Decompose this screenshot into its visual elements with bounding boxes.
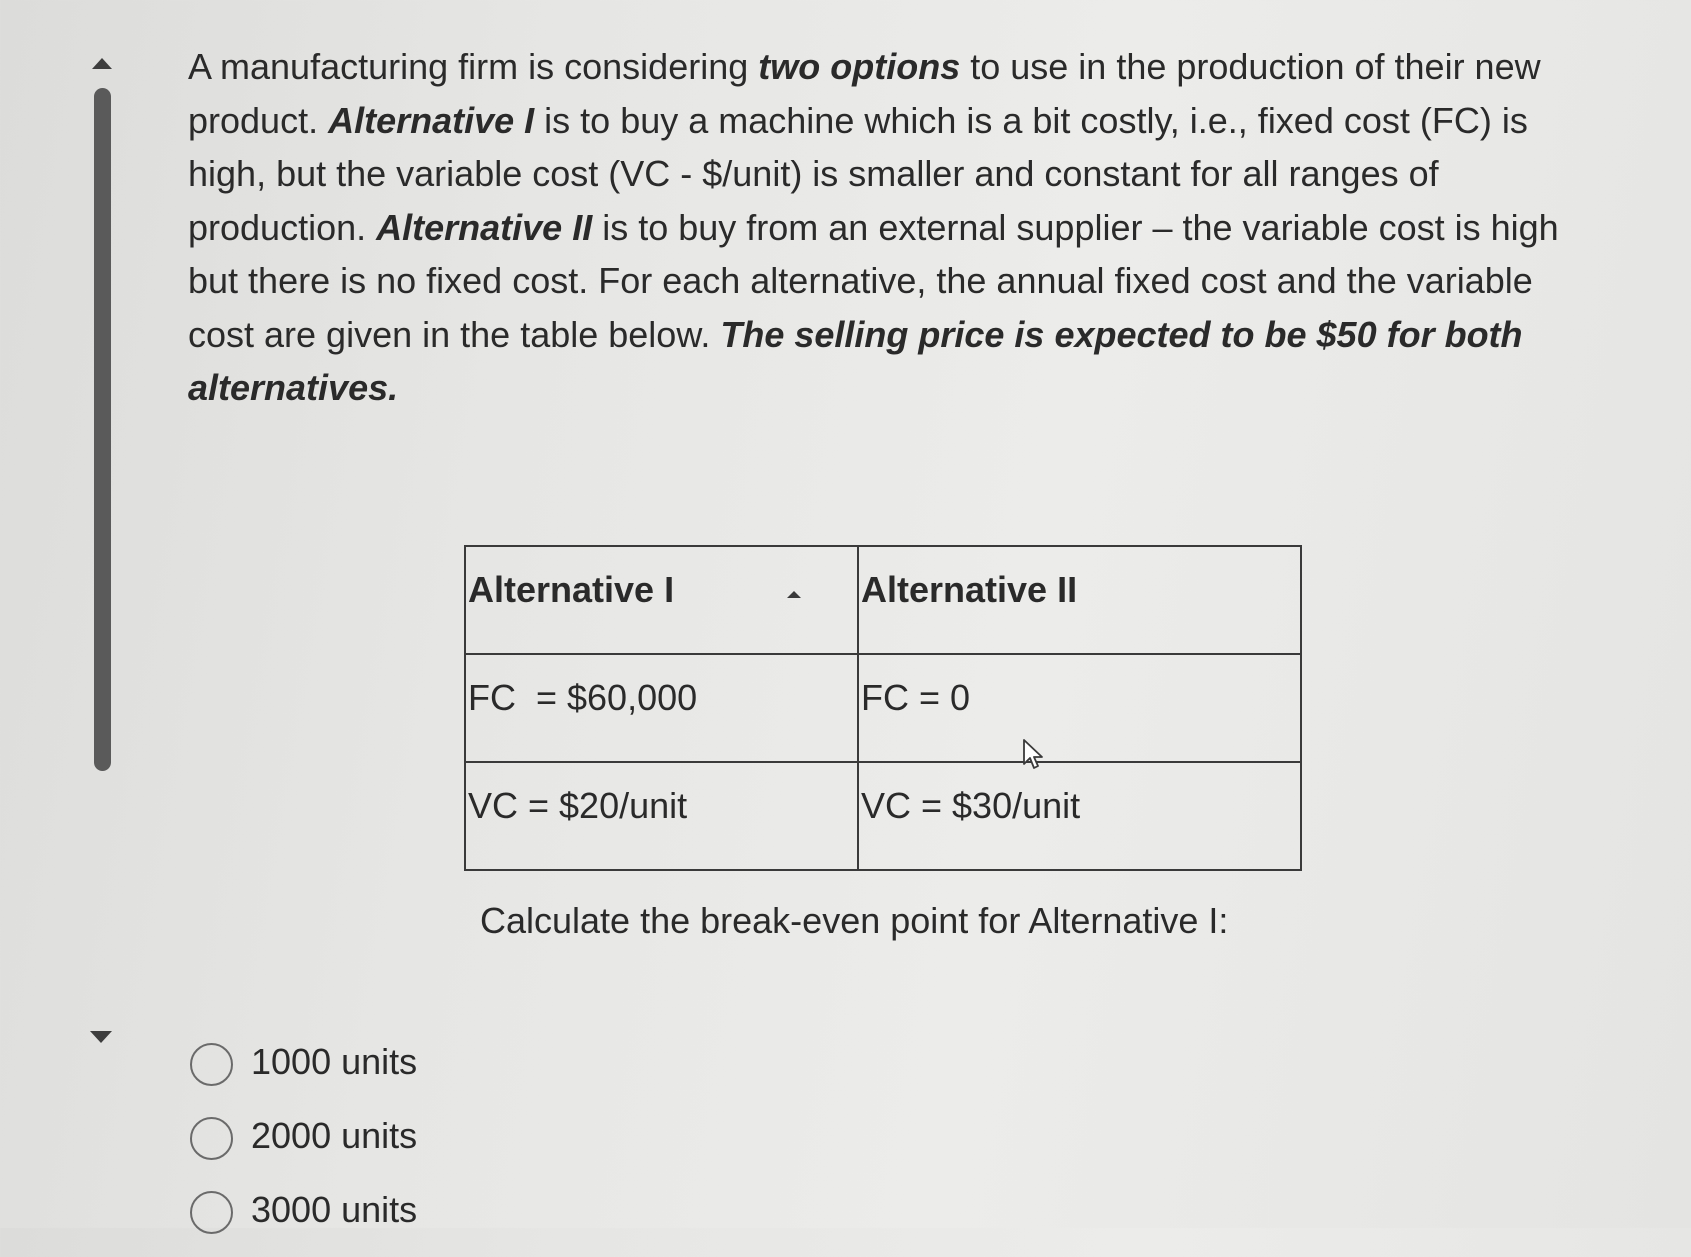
question-emphasis-alternative-2: Alternative II	[376, 206, 593, 248]
question-part-2: to use in the production of their new product.	[188, 46, 1541, 141]
table-cell	[858, 762, 1301, 870]
question-prompt: Calculate the break-even point for Alternative I:	[480, 900, 1229, 941]
question-emphasis-two-options: two options	[758, 46, 961, 87]
vc-alternative-1: VC = $20/unit	[468, 785, 688, 826]
table-cell	[465, 654, 858, 762]
cost-table	[464, 545, 1302, 871]
sort-caret-icon	[787, 591, 801, 598]
radio-button[interactable]	[190, 1117, 233, 1160]
option-label[interactable]: 2000 units	[251, 1115, 418, 1156]
vc-alternative-2: VC = $30/unit	[861, 785, 1081, 826]
table-row	[465, 762, 1301, 870]
option-label[interactable]: 1000 units	[251, 1041, 418, 1082]
option-label[interactable]: 3000 units	[251, 1189, 418, 1230]
table-header-row	[465, 546, 1301, 654]
fc-alternative-1: FC = $60,000	[468, 677, 698, 718]
table-header-cell	[858, 546, 1301, 654]
question-part-1: A manufacturing firm is considering	[188, 46, 759, 87]
scrollbar-thumb[interactable]	[94, 88, 111, 771]
question-emphasis-alternative-1: Alternative I	[328, 99, 535, 141]
radio-button[interactable]	[190, 1043, 233, 1086]
fc-alternative-2: FC = 0	[861, 677, 971, 718]
question-part-4: is to buy from an external supplier – the variable cost is high but there is no fixed cost. For each alternative, the annual fixed cost and the variable cost are given in the table below.	[188, 206, 1559, 355]
table-row	[465, 654, 1301, 762]
table-header-cell	[465, 546, 858, 654]
question-emphasis-selling-price: The selling price is expected to be $50 for both alternatives.	[188, 313, 1523, 408]
mouse-pointer-icon	[1022, 738, 1046, 772]
question-text	[188, 40, 1588, 415]
header-alternative-1: Alternative I	[468, 569, 675, 610]
scroll-down-icon[interactable]	[90, 1031, 112, 1043]
question-part-3: is to buy a machine which is a bit costly, i.e., fixed cost (FC) is high, but the variable cost (VC - $/unit) is smaller and constant for all ranges of production.	[188, 99, 1528, 248]
scroll-up-icon[interactable]	[92, 58, 112, 69]
table-cell	[465, 762, 858, 870]
table-cell	[858, 654, 1301, 762]
header-alternative-2: Alternative II	[861, 569, 1078, 610]
